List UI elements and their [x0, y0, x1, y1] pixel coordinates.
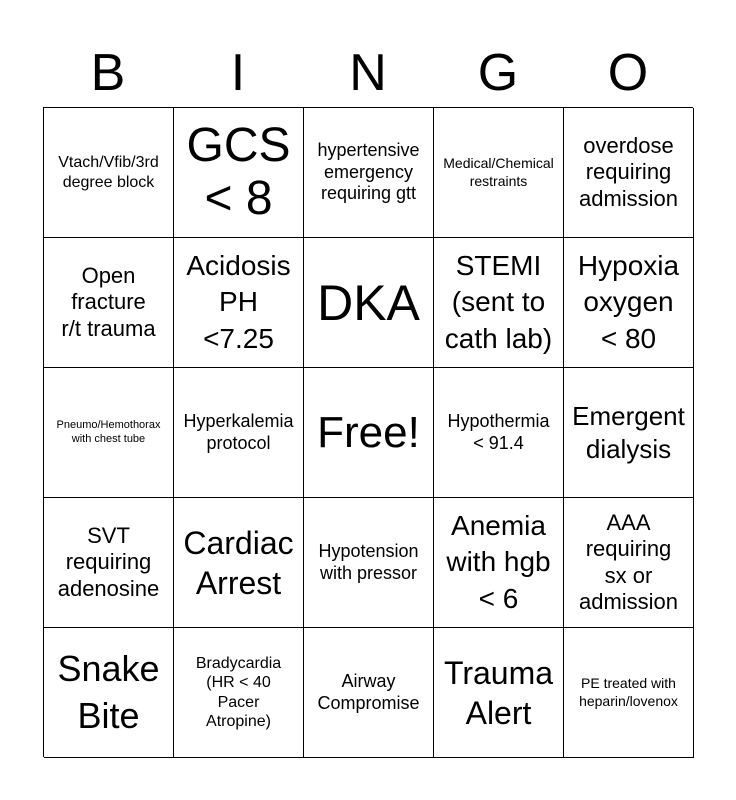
cell-label: Pneumo/Hemothorax with chest tube	[56, 418, 161, 445]
bingo-cell[interactable]	[44, 368, 174, 498]
cell-label: Cardiac Arrest	[183, 524, 294, 601]
cell-label: DKA	[317, 274, 420, 331]
header-letter-n: N	[349, 44, 387, 102]
bingo-cell[interactable]	[434, 108, 564, 238]
bingo-cell[interactable]	[304, 498, 434, 628]
cell-label: Open fracture r/t trauma	[61, 262, 156, 341]
bingo-cell-free[interactable]	[304, 368, 434, 498]
cell-label: PE treated with heparin/lovenox	[579, 675, 678, 709]
header-letter-b: B	[90, 44, 126, 102]
bingo-cell[interactable]	[304, 628, 434, 758]
bingo-cell[interactable]	[44, 498, 174, 628]
cell-label: Hyperkalemia protocol	[183, 410, 294, 453]
bingo-cell[interactable]	[564, 238, 694, 368]
bingo-header	[43, 40, 693, 106]
cell-label: Emergent dialysis	[572, 401, 685, 464]
cell-label: Medical/Chemical restraints	[443, 155, 554, 189]
cell-label: STEMI (sent to cath lab)	[444, 249, 553, 354]
cell-label: Airway Compromise	[317, 670, 420, 713]
bingo-cell[interactable]	[434, 238, 564, 368]
cell-label: Vtach/Vfib/3rd degree block	[58, 154, 159, 191]
bingo-cell[interactable]	[174, 238, 304, 368]
cell-label: Hypotension with pressor	[318, 540, 419, 583]
cell-label: Hypoxia oxygen < 80	[577, 249, 680, 354]
bingo-cell[interactable]	[434, 628, 564, 758]
bingo-cell[interactable]	[174, 628, 304, 758]
bingo-cell[interactable]	[434, 498, 564, 628]
cell-label: Hypothermia < 91.4	[447, 410, 550, 453]
cell-label: Anemia with hgb < 6	[446, 509, 551, 614]
bingo-cell[interactable]	[564, 628, 694, 758]
cell-label: Snake Bite	[57, 647, 160, 736]
cell-label: Trauma Alert	[443, 654, 554, 731]
bingo-board	[43, 107, 693, 757]
bingo-cell[interactable]	[44, 108, 174, 238]
bingo-cell[interactable]	[304, 238, 434, 368]
bingo-cell[interactable]	[564, 108, 694, 238]
header-letter-i: I	[230, 44, 246, 102]
bingo-cell[interactable]	[44, 628, 174, 758]
cell-label: Free!	[317, 407, 420, 457]
cell-label: AAA requiring sx or admission	[578, 509, 679, 614]
bingo-cell[interactable]	[564, 368, 694, 498]
bingo-cell[interactable]	[174, 498, 304, 628]
bingo-cell[interactable]	[174, 368, 304, 498]
bingo-cell[interactable]	[174, 108, 304, 238]
cell-label: SVT requiring adenosine	[57, 522, 160, 601]
cell-label: hypertensive emergency requiring gtt	[317, 139, 420, 204]
header-letter-o: O	[607, 44, 649, 102]
bingo-cell[interactable]	[304, 108, 434, 238]
bingo-cell[interactable]	[44, 238, 174, 368]
header-letter-g: G	[477, 44, 519, 102]
cell-label: GCS < 8	[186, 118, 291, 225]
cell-label: Acidosis PH <7.25	[186, 249, 291, 354]
cell-label: Bradycardia (HR < 40 Pacer Atropine)	[195, 655, 282, 730]
bingo-cell[interactable]	[434, 368, 564, 498]
bingo-cell[interactable]	[564, 498, 694, 628]
cell-label: overdose requiring admission	[578, 132, 679, 211]
